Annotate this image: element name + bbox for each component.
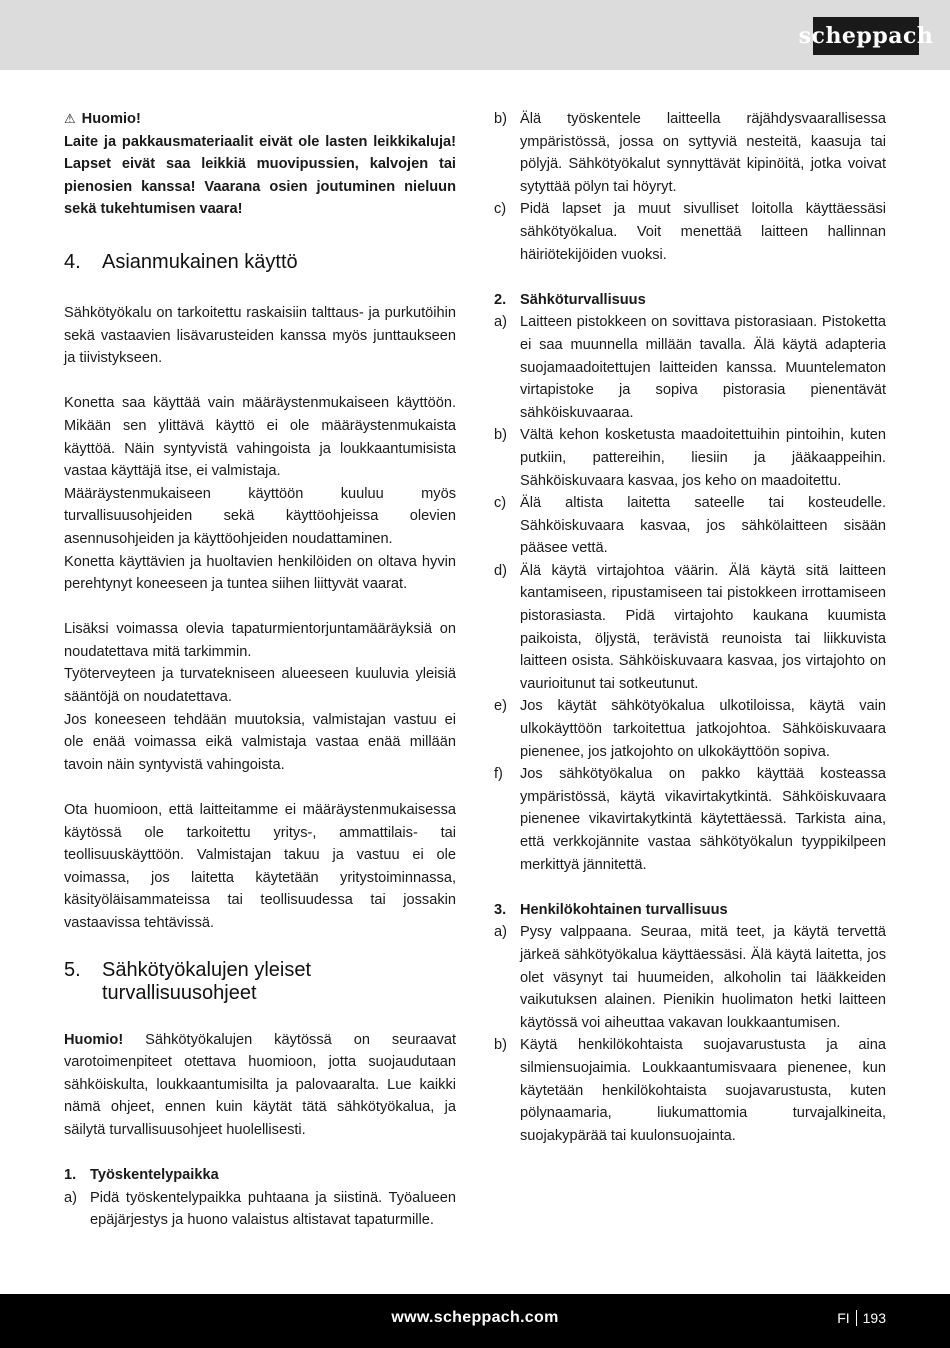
subsection-3-heading: 3. Henkilökohtainen turvallisuus xyxy=(494,901,728,918)
list-item: e) Jos käytät sähkötyökalua ulkotiloissa, käytä vain ulkokäyttöön tarkoitettua jatkojohtoa. Sähköiskuvaara pienenee, jos jatkojohto on ulkokäyttöön sopiva. xyxy=(494,698,886,760)
list-item: f) Jos sähkötyökalua on pakko käyttää kosteassa ympäristössä, käytä vikavirtakytkintä. Sähköiskuvaara pienenee vikavirtakytkintä käytettäessä. Tarkista aina, että verkkojännite vastaa sähkötyökalun tyyppikilpeen merkittyä jännitettä. xyxy=(494,766,886,873)
subsection-2-heading: 2. Sähköturvallisuus xyxy=(494,291,646,308)
warning-text: Laite ja pakkausmateriaalit eivät ole lasten leikkikaluja! Lapset eivät saa leikkiä muovipussien, kalvojen tai pienosien kanssa! Vaarana osien joutuminen nieluun sekä tukehtumisen vaara! xyxy=(64,133,456,218)
list-item: b) Käytä henkilökohtaista suojavarustusta ja aina silmiensuojaimia. Loukkaantumisvaara pienenee, kun käytetään henkilökohtaista suojavarustusta, kuten pölynaamaria, liukumattomia turvajalkineita, suojakypärää tai kuulonsuojainta. xyxy=(494,1037,886,1144)
paragraph: Konetta käyttävien ja huoltavien henkilöiden on oltava hyvin perehtynyt koneeseen ja tuntea siihen liittyvät vaarat. xyxy=(64,553,456,593)
list-item: b) Älä työskentele laitteella räjähdysvaarallisessa ympäristössä, jossa on syttyviä nesteitä, kaasuja tai pölyjä. Sähkötyökalut synnyttävät kipinöitä, jotka voivat sytyttää pölyn tai höyryt. xyxy=(494,111,886,195)
subsection-1-heading: 1. Työskentelypaikka xyxy=(64,1167,219,1184)
paragraph: Lisäksi voimassa olevia tapaturmientorjuntamääräyksiä on noudatettava mitä tarkimmin. xyxy=(64,621,456,660)
list-item: c) Pidä lapset ja muut sivulliset loitolla käyttäessäsi sähkötyökalua. Voit menettää laitteen hallinnan häiriötekijöiden vuoksi. xyxy=(494,201,886,263)
list-item: d) Älä käytä virtajohtoa väärin. Älä käytä sitä laitteen kantamiseen, ripustamiseen tai pistokkeen irrottamiseen pistorasiasta. Pidä virtajohto kaukana kuumista paikoista, öljystä, terävistä reunoista tai liikkuvista laitteen osista. Sähköiskuvaara kasvaa, jos virtajohto on vaurioitunut tai sotkeutunut. xyxy=(494,562,886,692)
section-5-heading: 5. Sähkötyökalujen yleiset turvallisuusohjeet xyxy=(64,958,312,1004)
paragraph: Konetta saa käyttää vain määräystenmukaiseen käyttöön. Mikään sen ylittävä käyttö ei ole määräystenmukaista käyttöä. Näin syntyvistä vahingoista ja loukkaantumisista vastaa käyttäjä itse, ei valmistaja. xyxy=(64,395,456,480)
paragraph: Jos koneeseen tehdään muutoksia, valmistajan vastuu ei ole enää voimassa eikä valmistaja vastaa enää millään tavoin näin syntyvistä vahingoista. xyxy=(64,711,456,773)
website-url: www.scheppach.com xyxy=(391,1309,559,1326)
divider xyxy=(856,1310,857,1326)
header-bar xyxy=(0,0,950,70)
warning-triangle-icon: ⚠ xyxy=(64,111,76,126)
list-item: c) Älä altista laitetta sateelle tai kosteudelle. Sähköiskuvaara kasvaa, jos sähkölaitteen sisään pääsee vettä. xyxy=(494,495,886,557)
scheppach-logo: scheppach xyxy=(813,17,919,55)
page-number: FI 193 xyxy=(837,1310,886,1326)
list-item: b) Vältä kehon kosketusta maadoitettuihin pintoihin, kuten putkiin, pattereihin, liesiin ja jääkaappeihin. Sähköiskuvaara kasvaa, jos keho on maadoitettu. xyxy=(494,427,886,489)
list-item: a) Laitteen pistokkeen on sovittava pistorasiaan. Pistoketta ei saa muunnella millään tavalla. Älä käytä adapteria suojamaadoitettujen laitteiden kanssa. Muuntelematon virtapistoke ja sopiva pistorasia pienentävät sähköiskuvaaraa. xyxy=(494,314,886,421)
right-column xyxy=(494,108,886,1147)
paragraph: Määräystenmukaiseen käyttöön kuuluu myös turvallisuusohjeiden sekä käyttöohjeissa olevien asennusohjeiden ja käyttöohjeiden noudattaminen. xyxy=(64,485,456,547)
warning-heading: ⚠ Huomio! xyxy=(64,108,456,131)
footer-bar xyxy=(0,1294,950,1348)
paragraph: Huomio! Sähkötyökalujen käytössä on seuraavat varotoimenpiteet otettava huomioon, jotta suojaudutaan sähköiskulta, loukkaantumisilta ja palovaaralta. Lue kaikki nämä ohjeet, ennen kuin käytät tätä sähkötyökalua, ja säilytä turvallisuusohjeet huolellisesti. xyxy=(64,1031,456,1138)
paragraph: Työterveyteen ja turvatekniseen alueeseen kuuluvia yleisiä sääntöjä on noudatettava. xyxy=(64,666,456,706)
paragraph: Sähkötyökalu on tarkoitettu raskaisiin talttaus- ja purkutöihin sekä vastaavien lisävarusteiden kanssa myös junttaukseen ja tiivistykseen. xyxy=(64,304,456,367)
section-4-heading: 4. Asianmukainen käyttö xyxy=(64,250,298,273)
paragraph: Ota huomioon, että laitteitamme ei määräystenmukaisessa käytössä ole tarkoitettu yritys-, ammattilais- tai teollisuuskäyttöön. Valmistajan takuu ja vastuu ei ole voimassa, jos laitetta käytetään yritystoiminnassa, käsityöläisammateissa tai teollisuudessa tai jossakin vastaavissa tehtävissä. xyxy=(64,802,456,931)
list-item: a) Pidä työskentelypaikka puhtaana ja siistinä. Työalueen epäjärjestys ja huono valaistus altistavat tapaturmille. xyxy=(64,1189,456,1229)
list-item: a) Pysy valppaana. Seuraa, mitä teet, ja käytä tervettä järkeä sähkötyökalua käyttäessäsi. Älä käytä laitetta, jos olet väsynyt tai huumeiden, alkoholin tai lääkkeiden vaikutuksen alainen. Pienikin huolimaton hetki laitteen käytössä voi aiheuttaa vakavan loukkaantumisen. xyxy=(494,924,886,1031)
left-column xyxy=(64,108,456,1232)
